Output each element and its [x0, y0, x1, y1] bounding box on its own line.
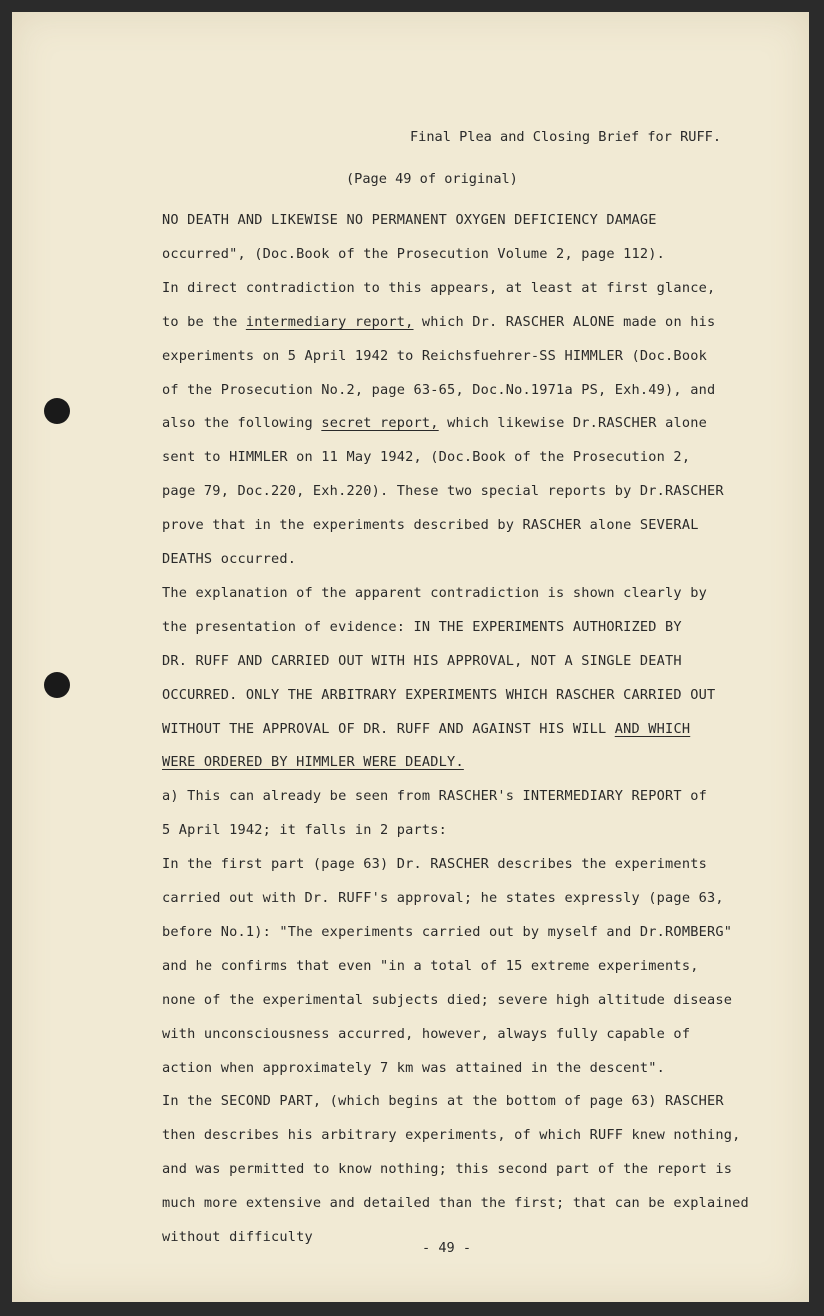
- text-segment: action when approximately 7 km was attained in the descent".: [162, 1059, 666, 1076]
- text-segment: In the SECOND PART, (which begins at the bottom of page 63) RASCHER: [162, 1093, 724, 1110]
- text-segment: a) This can already be seen from RASCHER's INTERMEDIARY REPORT of: [162, 788, 707, 805]
- text-segment: and was permitted to know nothing; this second part of the report is: [162, 1161, 733, 1178]
- text-segment: The explanation of the apparent contradiction is shown clearly by: [162, 584, 707, 601]
- text-segment: In direct contradiction to this appears, at least at first glance,: [162, 279, 716, 296]
- text-line: [162, 753, 464, 771]
- text-segment: NO DEATH AND LIKEWISE NO PERMANENT OXYGEN DEFICIENCY DAMAGE: [162, 212, 657, 228]
- text-segment: of the Prosecution No.2, page 63-65, Doc.No.1971a PS, Exh.49), and: [162, 381, 716, 398]
- text-segment: WITHOUT THE APPROVAL OF DR. RUFF AND AGAINST HIS WILL: [162, 720, 615, 737]
- text-segment: occurred", (Doc.Book of the Prosecution Volume 2, page 112).: [162, 245, 666, 262]
- underlined-text: WERE ORDERED BY HIMMLER WERE DEADLY.: [162, 754, 464, 771]
- text-line: [162, 618, 682, 636]
- punch-hole: [44, 672, 70, 698]
- text-segment: page 79, Doc.220, Exh.220). These two special reports by Dr.RASCHER: [162, 483, 724, 500]
- text-segment: sent to HIMMLER on 11 May 1942, (Doc.Book of the Prosecution 2,: [162, 449, 691, 466]
- text-segment: which likewise Dr.RASCHER alone: [438, 415, 707, 432]
- text-segment: 5 April 1942; it falls in 2 parts:: [162, 822, 448, 839]
- text-segment: with unconsciousness accurred, however, always fully capable of: [162, 1025, 691, 1042]
- text-line: [162, 923, 732, 941]
- text-segment: much more extensive and detailed than the first; that can be explained: [162, 1195, 749, 1212]
- text-segment: then describes his arbitrary experiments, of which RUFF knew nothing,: [162, 1127, 741, 1144]
- text-line: [162, 821, 447, 839]
- text-line: [162, 414, 707, 432]
- text-segment: and he confirms that even "in a total of 15 extreme experiments,: [162, 957, 699, 974]
- text-line: [162, 1194, 749, 1212]
- text-line: [162, 448, 690, 466]
- text-segment: before No.1): "The experiments carried out by myself and Dr.ROMBERG": [162, 923, 733, 940]
- text-segment: without difficulty: [162, 1229, 313, 1245]
- text-line: [162, 1126, 741, 1144]
- document-title: Final Plea and Closing Brief for RUFF.: [410, 129, 721, 145]
- underlined-text: intermediary report,: [245, 313, 414, 330]
- text-segment: DR. RUFF AND CARRIED OUT WITH HIS APPROVAL, NOT A SINGLE DEATH: [162, 652, 682, 669]
- text-line: [162, 1160, 732, 1178]
- text-line: [162, 279, 715, 297]
- text-line: [162, 1228, 313, 1246]
- text-segment: experiments on 5 April 1942 to Reichsfuehrer-SS HIMMLER (Doc.Book: [162, 347, 707, 364]
- text-line: [162, 482, 724, 500]
- text-line: [162, 1092, 724, 1110]
- text-line: [162, 245, 665, 263]
- text-line: [162, 584, 707, 602]
- text-line: [162, 889, 724, 907]
- text-line: [162, 1025, 690, 1043]
- text-line: [162, 313, 715, 331]
- underlined-text: AND WHICH: [614, 720, 691, 737]
- text-line: [162, 957, 699, 975]
- page-reference: (Page 49 of original): [346, 171, 518, 187]
- text-segment: DEATHS occurred.: [162, 551, 297, 567]
- text-segment: the presentation of evidence: IN THE EXPERIMENTS AUTHORIZED BY: [162, 618, 682, 635]
- text-line: [162, 550, 296, 568]
- document-page: [12, 12, 809, 1302]
- text-line: [162, 652, 682, 670]
- text-segment: carried out with Dr. RUFF's approval; he states expressly (page 63,: [162, 890, 724, 906]
- text-line: [162, 991, 732, 1009]
- text-segment: prove that in the experiments described by RASCHER alone SEVERAL: [162, 517, 699, 534]
- text-line: [162, 787, 707, 805]
- text-line: [162, 855, 707, 873]
- page-number: - 49 -: [422, 1240, 472, 1256]
- text-segment: which Dr. RASCHER ALONE made on his: [413, 313, 716, 330]
- text-segment: OCCURRED. ONLY THE ARBITRARY EXPERIMENTS WHICH RASCHER CARRIED OUT: [162, 686, 716, 703]
- text-line: [162, 516, 699, 534]
- text-line: [162, 381, 715, 399]
- text-segment: also the following: [162, 415, 322, 432]
- text-segment: In the first part (page 63) Dr. RASCHER describes the experiments: [162, 856, 707, 873]
- punch-hole: [44, 398, 70, 424]
- text-segment: to be the: [162, 313, 246, 330]
- text-line: [162, 720, 690, 738]
- text-line: [162, 211, 657, 229]
- text-line: [162, 1059, 665, 1077]
- text-line: [162, 686, 715, 704]
- underlined-text: secret report,: [321, 415, 439, 432]
- text-line: [162, 347, 707, 365]
- text-segment: none of the experimental subjects died; severe high altitude disease: [162, 991, 733, 1008]
